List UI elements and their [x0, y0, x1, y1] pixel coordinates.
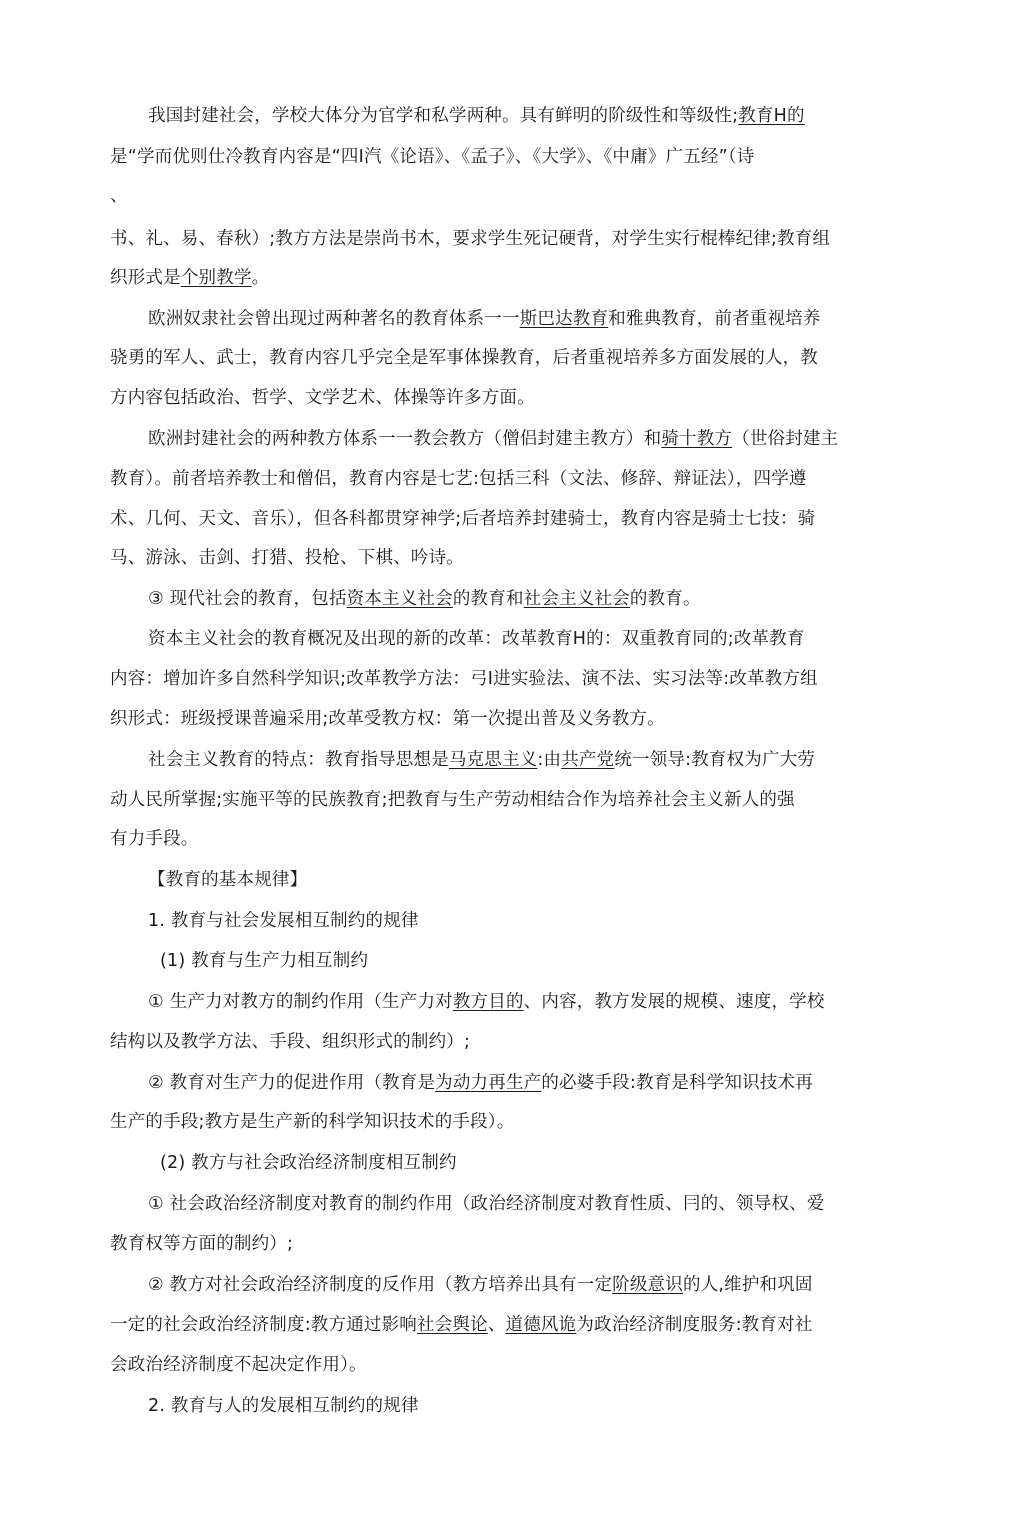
- paragraph-10-line-2: [110, 1313, 813, 1337]
- text: 社会主义教育的特点：教育指导思想是: [148, 750, 449, 770]
- paragraph-7-line-1: [148, 990, 825, 1014]
- paragraph-6-line-2: 动人民所掌握;实施平等的民族教育;把教育与生产劳动相结合作为培养社会主义新人的强: [110, 790, 795, 810]
- text: （世俗封建主: [732, 429, 839, 449]
- underlined-term: 斯巴达教育: [519, 309, 609, 329]
- paragraph-5-line-3: 织形式：班级授课普遍采用;改革受教方权：第一次提出普及义务教方。: [110, 709, 665, 729]
- underlined-term: 为动力再生产: [435, 1073, 542, 1093]
- subsection-1-2-title: (2) 教方与社会政治经济制度相互制约: [160, 1153, 457, 1173]
- paragraph-3-line-1: [148, 427, 838, 451]
- text: 的教育和: [452, 589, 524, 609]
- paragraph-1-line-1: [148, 104, 805, 128]
- paragraph-5-line-2: 内容：增加许多自然科学知识;改革教学方法：弓I进实验法、演不法、实习法等:改革教方组: [110, 669, 818, 689]
- text: :由: [537, 750, 562, 770]
- text: ③ 现代社会的教育，包括: [148, 589, 347, 609]
- underlined-term: 教方目的: [452, 992, 524, 1012]
- text: ① 生产力对教方的制约作用（生产力对: [148, 992, 453, 1012]
- paragraph-9-line-1: ① 社会政治经济制度对教育的制约作用（政治经济制度对教育性质、冃的、领导权、爱: [148, 1194, 825, 1214]
- text: 欧洲封建社会的两种教方体系一一教会教方（僧侣封建主教方）和: [148, 429, 662, 449]
- underlined-term: 阶级意识: [612, 1275, 683, 1295]
- paragraph-1-line-4: 书、礼、易、春秋）;教方方法是崇尚书木，要求学生死记硬背，对学生实行棍棒纪律;教育组: [110, 229, 831, 249]
- paragraph-1-line-3: 、: [110, 186, 128, 206]
- paragraph-8-line-2: 生产的手段;教方是生产新的科学知识技术的手段）。: [110, 1112, 515, 1132]
- underlined-term: 社会舆论: [417, 1315, 488, 1335]
- paragraph-6-line-1: [148, 748, 815, 772]
- subsection-2-title: 2. 教育与人的发展相互制约的规律: [148, 1396, 419, 1416]
- paragraph-7-line-2: 结构以及教学方法、手段、组织形式的制约）;: [110, 1032, 471, 1052]
- paragraph-10-line-3: 会政治经济制度不起决定作用）。: [110, 1355, 367, 1375]
- text: 欧洲奴隶社会曾出现过两种著名的教育体系一一: [148, 309, 520, 329]
- text: 的人,维护和巩固: [682, 1275, 813, 1295]
- text: 、内容，教方发展的规模、速度，学校: [523, 992, 825, 1012]
- text: ② 教方对社会政治经济制度的反作用（教方培养出具有一定: [148, 1275, 613, 1295]
- paragraph-3-line-2: 教育）。前者培养教士和僧侣，教育内容是七艺:包括三科（文法、修辞、辩证法），四学遵: [110, 469, 807, 489]
- text: 为政治经济制度服务:教育对社: [576, 1315, 813, 1335]
- paragraph-3-line-4: 马、游泳、击剑、打猎、投枪、下棋、吟诗。: [110, 548, 464, 568]
- text: 的教育。: [629, 589, 701, 609]
- underlined-term: 个别教学: [180, 268, 252, 288]
- text: 的必婆手段:教育是科学知识技术再: [541, 1073, 813, 1093]
- text: 。: [251, 268, 270, 288]
- paragraph-2-line-2: 骁勇的军人、武士，教育内容几乎完全是军事体操教育，后者重视培养多方面发展的人，教: [110, 348, 818, 368]
- text: 和雅典教育，前者重视培养: [608, 309, 821, 329]
- underlined-term: 道德风诡: [505, 1315, 577, 1335]
- underlined-term: 社会主义社会: [523, 589, 630, 609]
- underlined-term: 马克思主义: [448, 750, 538, 770]
- subsection-1-1-title: (1) 教育与生产力相互制约: [160, 951, 369, 971]
- text: 、: [487, 1315, 506, 1335]
- underlined-term: 教育H的: [738, 106, 805, 126]
- underlined-term: 资本主义社会: [346, 589, 453, 609]
- paragraph-6-line-3: 有力手段。: [110, 829, 199, 849]
- text: 织形式是: [110, 268, 181, 288]
- underlined-term: 共产党: [561, 750, 615, 770]
- text: 我国封建社会，学校大体分为官学和私学两种。具有鲜明的阶级性和等级性;: [148, 106, 739, 126]
- paragraph-9-line-2: 教育权等方面的制约）;: [110, 1234, 294, 1254]
- paragraph-5-line-1: 资本主义社会的教育概况及出现的新的改革：改革教育H的：双重教育同的;改革教育: [148, 629, 805, 649]
- text: 统一领导:教育权为广大劳: [614, 750, 816, 770]
- paragraph-2-line-3: 方内容包括政治、哲学、文学艺术、体操等许多方面。: [110, 388, 535, 408]
- paragraph-4-line-1: [148, 587, 701, 611]
- section-heading: 【教育的基本规律】: [148, 870, 308, 890]
- paragraph-3-line-3: 术、几何、天文、音乐），但各科都贯穿神学;后者培养封建骑士，教育内容是骑士七技：骑: [110, 509, 816, 529]
- subsection-1-title: 1. 教育与社会发展相互制约的规律: [148, 911, 419, 931]
- paragraph-2-line-1: [148, 307, 821, 331]
- text: ② 教育对生产力的促进作用（教育是: [148, 1073, 436, 1093]
- paragraph-8-line-1: [148, 1071, 813, 1095]
- paragraph-1-line-5: [110, 266, 269, 290]
- underlined-term: 骑十教方: [661, 429, 733, 449]
- paragraph-1-line-2: 是“学而优则仕冷教育内容是“四I汽《论语》、《孟子》、《大学》、《中庸》广五经”（诗: [110, 147, 755, 167]
- paragraph-10-line-1: [148, 1273, 813, 1297]
- text: 一定的社会政治经济制度:教方通过影响: [110, 1315, 417, 1335]
